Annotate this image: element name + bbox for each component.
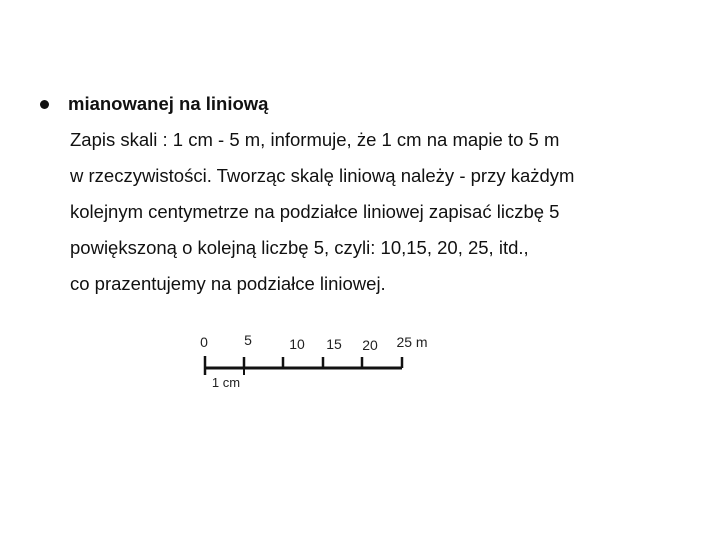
scale-label-5: 5 [244,332,252,348]
body-line-3: kolejnym centymetrze na podziałce liniowej zapisać liczbę 5 [70,201,560,222]
body-text [70,122,710,302]
body-line-2: w rzeczywistości. Tworząc skalę liniową należy - przy każdym [70,165,575,186]
linear-scale-figure [190,326,450,396]
linear-scale-diagram [190,326,450,396]
bullet-dot-icon [40,100,49,109]
bullet-block [40,89,700,294]
scale-label-15: 15 [326,336,342,352]
body-line-1: Zapis skali : 1 cm - 5 m, informuje, że 1 cm na mapie to 5 m [70,129,560,150]
bullet-title: mianowanej na liniową [68,93,269,114]
scale-label-25m: 25 m [396,334,428,350]
scale-label-20: 20 [362,337,378,353]
scale-label-0: 0 [200,334,208,350]
scale-unit-label: 1 cm [211,375,241,390]
body-line-5: co prazentujemy na podziałce liniowej. [70,273,386,294]
scale-label-10: 10 [289,336,305,352]
body-line-4: powiększoną o kolejną liczbę 5, czyli: 10,15, 20, 25, itd., [70,237,529,258]
bullet-heading [40,89,700,119]
